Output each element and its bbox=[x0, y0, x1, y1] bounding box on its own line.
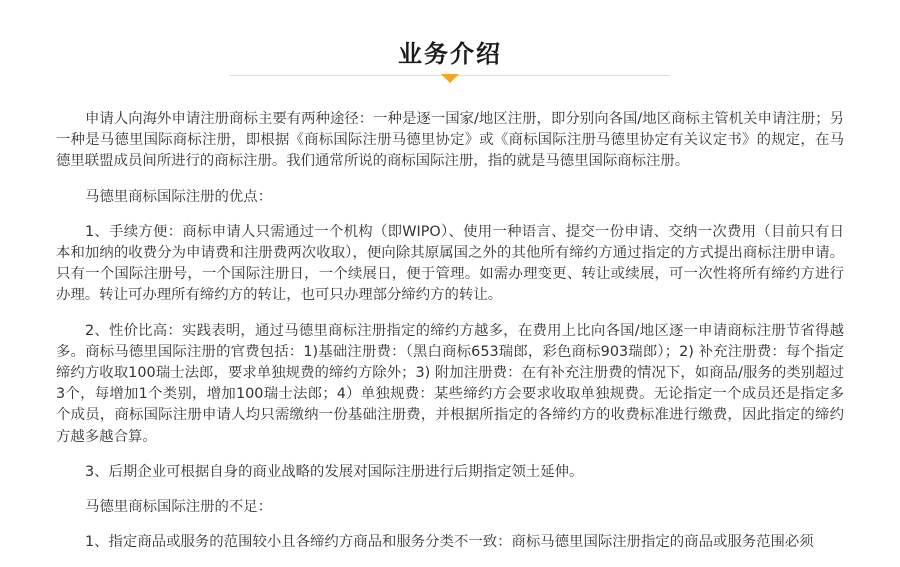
advantage-item-2: 2、性价比高：实践表明，通过马德里商标注册指定的缔约方越多，在费用上比向各国/地区逐一申请商标注册节省得越多。商标马德里国际注册的官费包括：1)基础注册费：（黑白商标653瑞郎，彩色商标903瑞郎）；2) 补充注册费：每个指定缔约方收取100瑞士法郎，要求单独规费的缔约方除外；3) 附加注册费：在有补充注册费的情况下，如商品/服务的类别超过3个，每增加1个类别，增加100瑞士法郎；4）单独规费：某些缔约方会要求收取单独规费。无论指定一个成员还是指定多个成员，商标国际注册申请人均只需缴纳一份基础注册费，并根据所指定的各缔约方的收费标准进行缴费，因此指定的缔约方越多越合算。 bbox=[56, 322, 844, 445]
page-title: 业务介绍 bbox=[398, 40, 502, 68]
advantages-heading: 马德里商标国际注册的优点： bbox=[85, 188, 273, 205]
disadvantage-item-1: 1、指定商品或服务的范围较小且各缔约方商品和服务分类不一致：商标马德里国际注册指定的商品或服务范围必须 bbox=[85, 534, 814, 551]
divider-triangle-icon bbox=[441, 74, 459, 83]
intro-paragraph: 申请人向海外申请注册商标主要有两种途径：一种是逐一国家/地区注册，即分别向各国/地区商标主管机关申请注册；另一种是马德里国际商标注册，即根据《商标国际注册马德里协定》或《商标国际注册马德里协定有关议定书》的规定，在马德里联盟成员间所进行的商标注册。我们通常所说的商标国际注册，指的就是马德里国际商标注册。 bbox=[56, 111, 844, 170]
advantage-item-3: 3、后期企业可根据自身的商业战略的发展对国际注册进行后期指定领土延伸。 bbox=[85, 463, 584, 480]
section-header bbox=[0, 0, 900, 90]
advantage-item-1: 1、手续方便：商标申请人只需通过一个机构（即WIPO）、使用一种语言、提交一份申请、交纳一次费用（目前只有日本和加纳的收费分为申请费和注册费两次收取），便向除其原属国之外的其他所有缔约方通过指定的方式提出商标注册申请。只有一个国际注册号，一个国际注册日，一个续展日，便于管理。如需办理变更、转让或续展，可一次性将所有缔约方进行办理。转让可办理所有缔约方的转让，也可只办理部分缔约方的转让。 bbox=[56, 223, 844, 304]
disadvantages-heading: 马德里商标国际注册的不足： bbox=[85, 499, 273, 516]
article-body bbox=[56, 109, 844, 567]
